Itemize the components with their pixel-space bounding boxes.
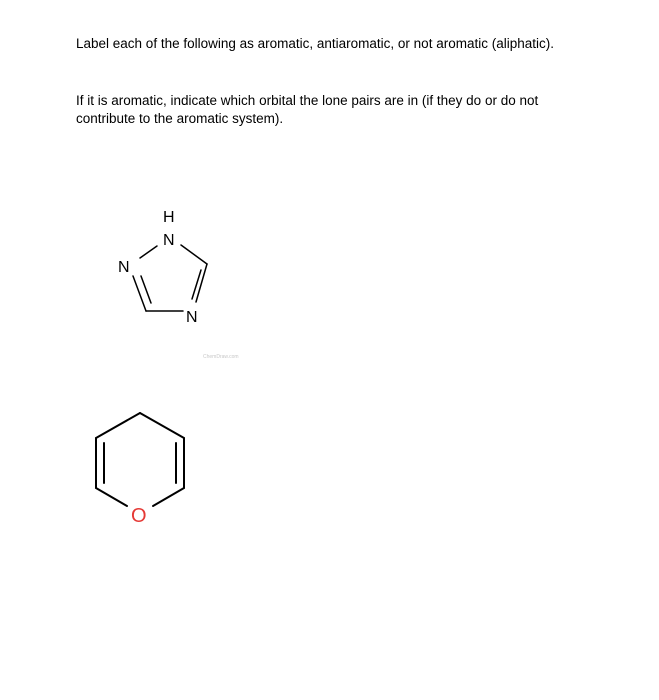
instruction-line-3: contribute to the aromatic system).	[76, 111, 284, 126]
chemdraw-watermark: ChemDraw.com	[203, 354, 239, 360]
bond-c2-o	[96, 488, 127, 506]
instruction-line-2: If it is aromatic, indicate which orbital the lone pairs are in (if they do or do not	[76, 93, 539, 108]
bond-c4-c3	[96, 413, 140, 438]
bond-c4-c5	[140, 413, 184, 438]
bond-c6-o	[153, 488, 184, 506]
atom-n2-label: N	[118, 259, 130, 276]
instruction-line-1: Label each of the following as aromatic, antiaromatic, or not aromatic (aliphatic).	[76, 36, 554, 51]
atom-o-label: O	[131, 505, 147, 527]
atom-n1-label: N	[163, 232, 175, 249]
atom-n4-label: N	[186, 309, 198, 326]
atom-h-label: H	[163, 209, 175, 226]
